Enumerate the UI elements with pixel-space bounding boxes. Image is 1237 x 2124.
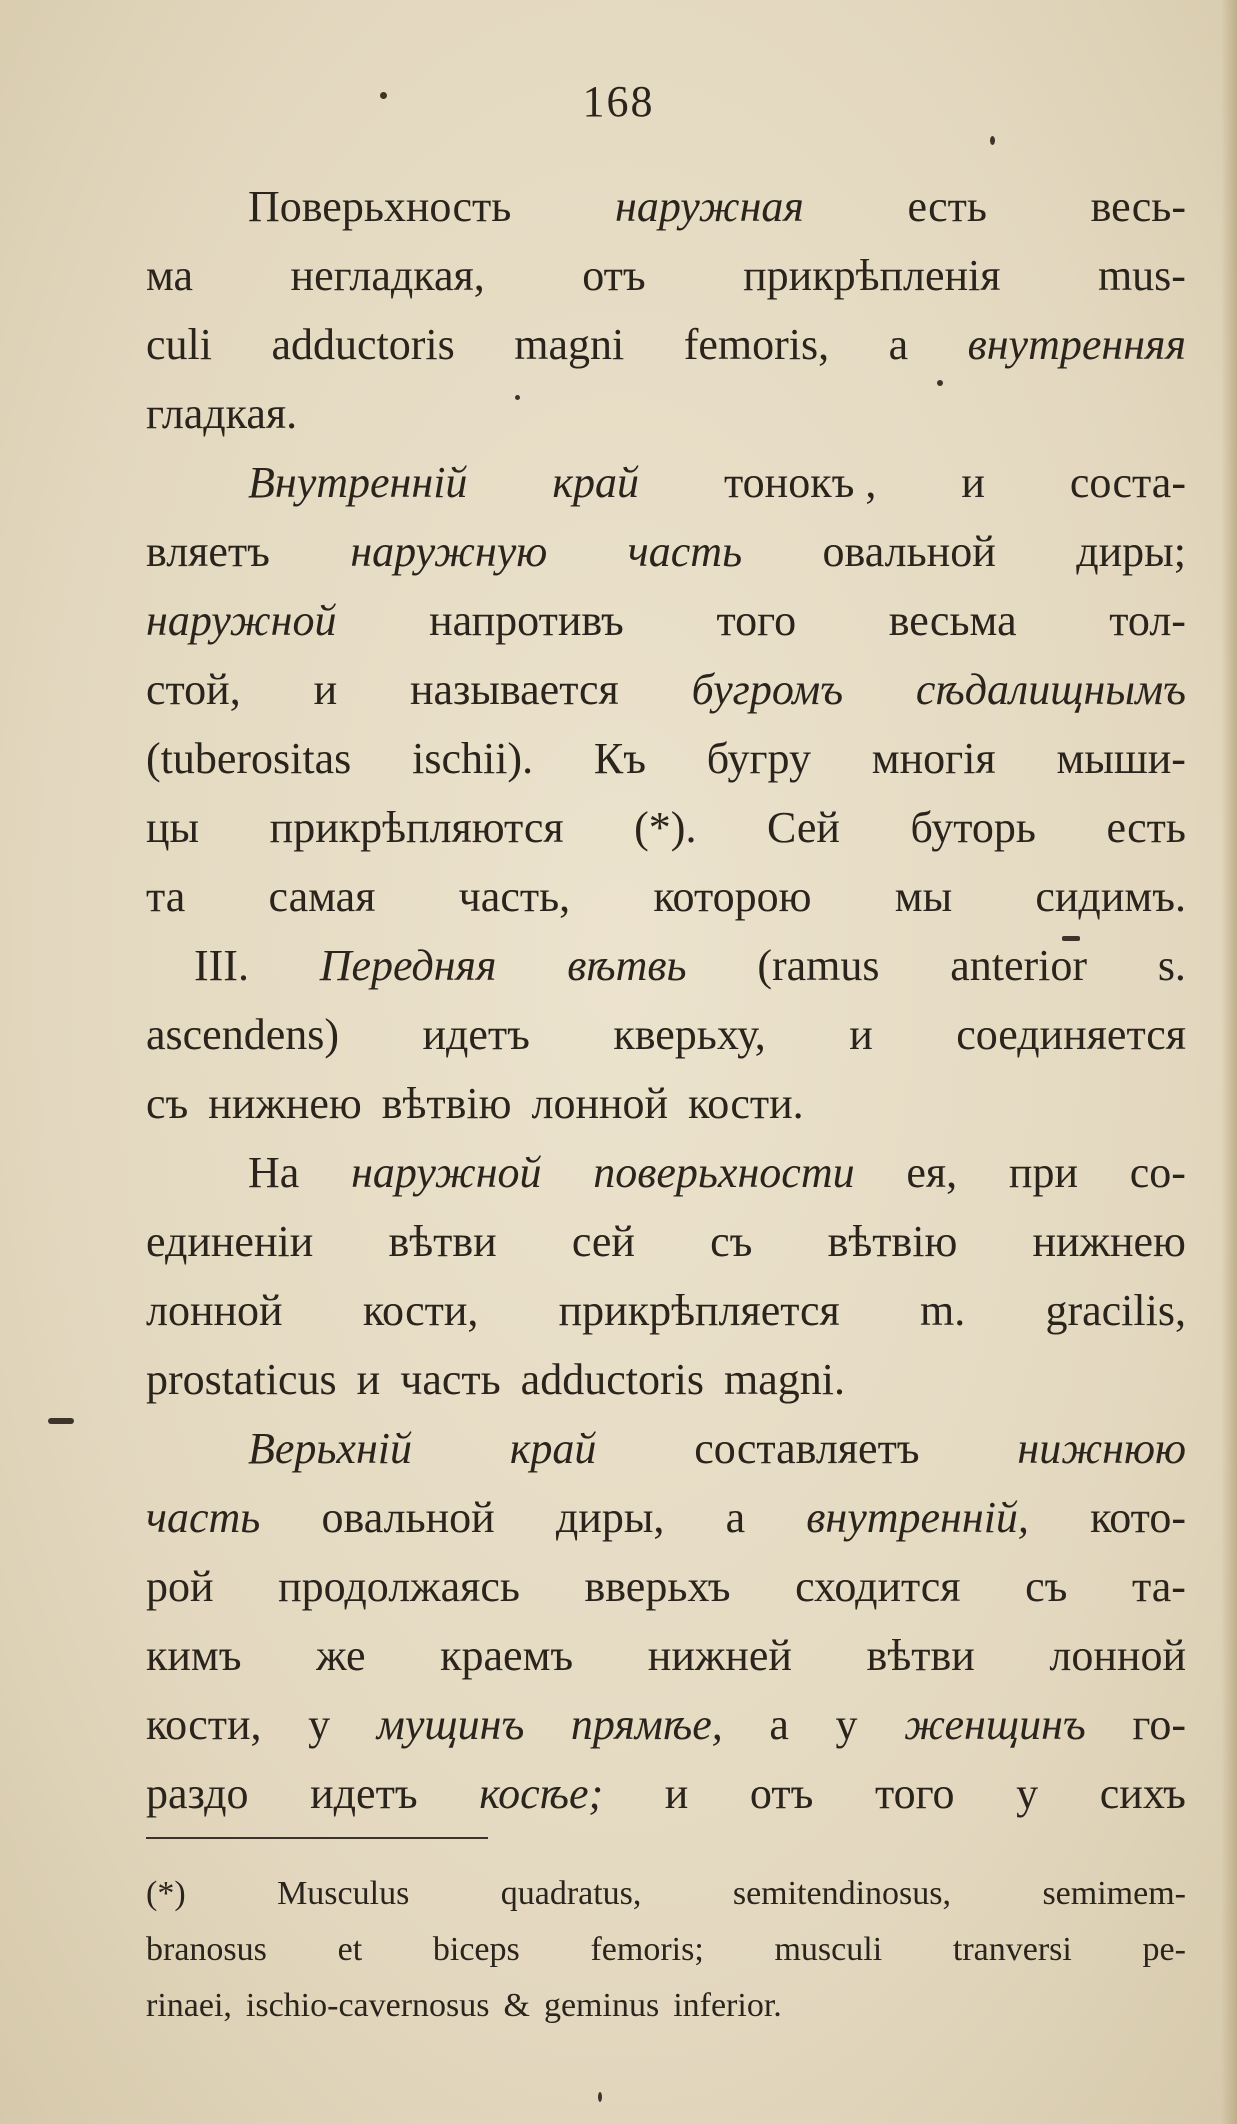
footnote-line-2: branosus et biceps femoris; musculi tranversi pe- — [146, 1931, 1186, 1968]
ink-speck — [515, 395, 520, 400]
text-line-21: рой продолжаясь вверьхъ сходится съ та- — [146, 1562, 1186, 1611]
text-line-5: Внутренній край тонокъ , и соста- — [248, 458, 1186, 507]
footnote-line-3: rinaei, ischio-cavernosus & geminus inferior. — [146, 1987, 782, 2024]
text-line-19: Верьхній край составляетъ нижнюю — [248, 1424, 1186, 1473]
page-number: 168 — [582, 77, 655, 126]
ink-speck — [1062, 936, 1080, 941]
text-line-9: (tuberositas ischii). Къ бугру многія мыши- — [146, 734, 1186, 783]
ink-speck — [937, 380, 943, 386]
text-line-17: лонной кости, прикрѣпляется m. gracilis, — [146, 1286, 1186, 1335]
text-line-20: часть овальной диры, а внутренній, кото- — [146, 1493, 1186, 1542]
ink-speck — [990, 136, 995, 145]
ink-speck — [598, 2092, 602, 2102]
text-line-1: Поверьхность наружная есть весь- — [248, 182, 1186, 231]
footnote-line-1: (*) Musculus quadratus, semitendinosus, semimem- — [146, 1875, 1186, 1912]
text-line-8: стой, и называется бугромъ сѣдалищнымъ — [146, 665, 1186, 714]
text-line-18: prostaticus и часть adductoris magni. — [146, 1355, 845, 1404]
ink-speck — [48, 1418, 74, 1424]
ink-speck — [380, 92, 387, 99]
text-line-4: гладкая. — [146, 389, 298, 438]
text-line-6: вляетъ наружную часть овальной диры; — [146, 527, 1186, 576]
text-line-3: culi adductoris magni femoris, а внутренняя — [146, 320, 1186, 369]
text-line-11: та самая часть, которою мы сидимъ. — [146, 872, 1186, 921]
text-line-14: съ нижнею вѣтвію лонной кости. — [146, 1079, 804, 1128]
footnote-divider — [146, 1837, 488, 1839]
text-line-24: раздо идетъ косѣе; и отъ того у сихъ — [146, 1769, 1186, 1818]
text-line-15: На наружной поверьхности ея, при со- — [248, 1148, 1186, 1197]
text-line-23: кости, у мущинъ прямѣе, а у женщинъ го- — [146, 1700, 1186, 1749]
text-line-10: цы прикрѣпляются (*). Сей буторь есть — [146, 803, 1186, 852]
main-text — [146, 172, 1186, 1828]
text-line-13: ascendens) идетъ кверьху, и соединяется — [146, 1010, 1186, 1059]
footnote — [146, 1866, 1186, 2034]
text-line-12: III. Передняя вѣтвь (ramus anterior s. — [194, 941, 1186, 990]
text-line-22: кимъ же краемъ нижней вѣтви лонной — [146, 1631, 1186, 1680]
text-line-7: наружной напротивъ того весьма тол- — [146, 596, 1186, 645]
page-edge-shadow — [1221, 0, 1237, 2124]
text-line-2: ма негладкая, отъ прикрѣпленія mus- — [146, 251, 1186, 300]
text-line-16: единеніи вѣтви сей съ вѣтвію нижнею — [146, 1217, 1186, 1266]
